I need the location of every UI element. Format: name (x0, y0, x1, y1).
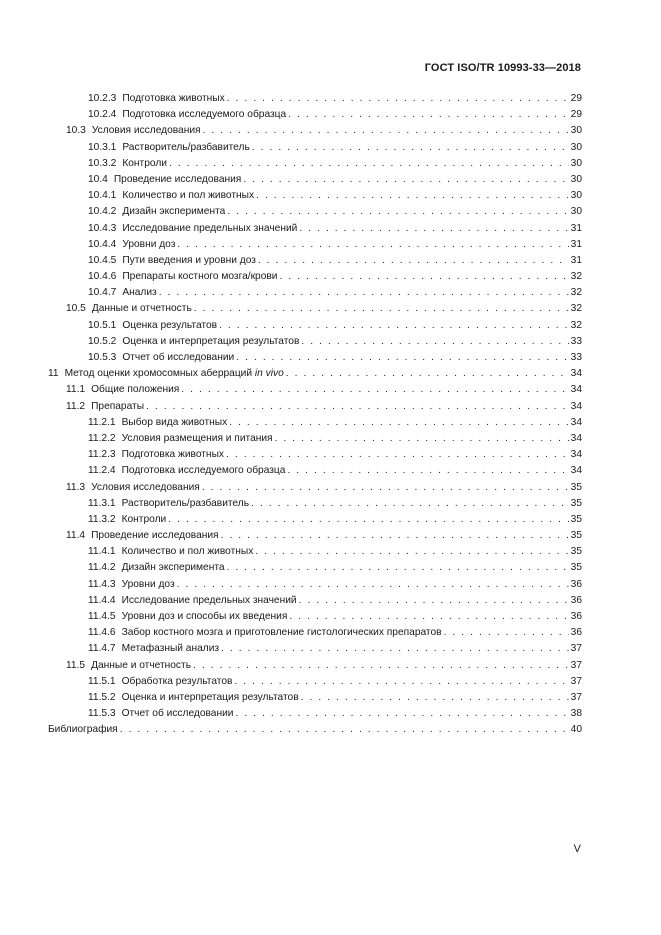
toc-entry-page: 29 (570, 109, 582, 121)
toc-entry-title: Условия размещения и питания (121, 432, 273, 444)
toc-entry-number: 11.4.5 (88, 611, 116, 622)
toc-leader-dots (444, 625, 569, 641)
toc-entry-title: Уровни доз (122, 238, 176, 250)
toc-leader-dots (169, 156, 569, 172)
toc-leader-dots (226, 447, 569, 463)
toc-entry[interactable] (48, 480, 582, 496)
toc-entry-number: 11.2.1 (88, 416, 116, 428)
toc-entry[interactable] (48, 285, 582, 301)
toc-entry[interactable] (48, 156, 582, 172)
toc-entry-number: 10.4.6 (88, 271, 117, 283)
toc-entry-number: 11.4.4 (88, 594, 116, 606)
toc-entry-page: 35 (570, 481, 582, 493)
toc-entry[interactable] (48, 334, 582, 350)
toc-entry-number: 11.3 (66, 481, 86, 493)
toc-entry-page: 33 (570, 335, 582, 347)
toc-entry-page: 32 (570, 271, 582, 283)
toc-leader-dots (287, 463, 568, 479)
toc-entry-number: 10.5.3 (88, 352, 117, 363)
toc-entry-number: 10.2.3 (88, 93, 117, 104)
toc-entry-page: 32 (570, 303, 582, 315)
toc-entry-page: 35 (570, 546, 582, 558)
toc-entry-title: Растворитель/разбавитель (122, 141, 250, 153)
toc-entry[interactable] (48, 107, 582, 123)
toc-entry-number: 10.5.1 (88, 319, 117, 331)
toc-entry-title: Условия исследования (91, 481, 200, 493)
toc-leader-dots (258, 253, 569, 269)
toc-entry[interactable] (48, 463, 582, 479)
toc-entry-title: Уровни доз и способы их введения (121, 611, 288, 622)
toc-entry-number: 11.4.6 (88, 627, 116, 639)
toc-entry[interactable] (48, 447, 582, 463)
toc-leader-dots (219, 318, 569, 334)
toc-leader-dots (275, 431, 569, 447)
toc-entry[interactable] (48, 237, 582, 253)
toc-entry[interactable] (48, 382, 582, 398)
toc-leader-dots (194, 301, 569, 317)
toc-entry-page: 31 (570, 238, 582, 250)
toc-entry-number: 10.4.4 (88, 238, 117, 250)
toc-entry-page: 33 (570, 352, 582, 363)
toc-entry[interactable] (48, 577, 582, 593)
toc-entry[interactable] (48, 350, 582, 366)
toc-entry-title: Подготовка исследуемого образца (122, 109, 287, 121)
toc-entry-title: Обработка результатов (121, 675, 233, 687)
toc-leader-dots (301, 690, 569, 706)
toc-entry-title: Выбор вида животных (121, 416, 228, 428)
toc-entry-page: 31 (570, 222, 582, 234)
toc-entry[interactable] (48, 593, 582, 609)
toc-entry-title: Оценка результатов (122, 319, 218, 331)
toc-leader-dots (227, 204, 568, 220)
toc-entry-title: Общие положения (91, 384, 180, 396)
toc-entry-title: Данные и отчетность (91, 303, 192, 315)
toc-entry-number: 11.4 (66, 530, 86, 542)
toc-entry[interactable] (48, 625, 582, 641)
toc-leader-dots (256, 188, 569, 204)
toc-leader-dots (289, 609, 568, 625)
toc-entry-title: Забор костного мозга и приготовление гистологических препаратов (121, 627, 442, 639)
toc-entry[interactable] (48, 431, 582, 447)
toc-entry-title: Подготовка животных (122, 93, 225, 104)
toc-entry-page: 35 (570, 562, 582, 574)
toc-entry[interactable] (48, 123, 582, 139)
toc-entry-page: 37 (570, 675, 582, 687)
toc-entry-page: 32 (570, 319, 582, 331)
toc-entry-title: Метод оценки хромосомных аберраций in vivo (64, 368, 284, 380)
toc-entry-page: 38 (570, 708, 582, 720)
toc-leader-dots (243, 172, 568, 188)
toc-entry[interactable] (48, 722, 582, 738)
toc-entry-number: 11.2.2 (88, 432, 116, 444)
toc-leader-dots (279, 269, 568, 285)
toc-entry[interactable] (48, 204, 582, 220)
toc-entry-page: 34 (570, 465, 582, 477)
toc-entry-page: 35 (570, 497, 582, 509)
toc-leader-dots (203, 123, 569, 139)
toc-leader-dots (181, 382, 568, 398)
toc-entry-title: Контроли (122, 157, 167, 169)
toc-entry[interactable] (48, 544, 582, 560)
toc-entry-page: 34 (570, 416, 582, 428)
toc-entry[interactable] (48, 560, 582, 576)
toc-entry[interactable] (48, 496, 582, 512)
toc-entry-number: 11.5.1 (88, 675, 116, 687)
toc-entry[interactable] (48, 399, 582, 415)
toc-entry-page: 34 (570, 449, 582, 461)
toc-entry-title: Растворитель/разбавитель (121, 497, 250, 509)
toc-entry-title: Подготовка исследуемого образца (121, 465, 286, 477)
toc-entry[interactable] (48, 674, 582, 690)
toc-entry-page: 30 (570, 157, 582, 169)
toc-entry-title: Подготовка животных (121, 449, 224, 461)
toc-entry-page: 36 (570, 594, 582, 606)
toc-entry-title: Отчет об исследовании (122, 352, 235, 363)
toc-leader-dots (168, 512, 568, 528)
toc-entry-number: 10.4.1 (88, 190, 117, 202)
toc-entry-number: 11.5.2 (88, 691, 116, 703)
toc-entry-number: 11.3.2 (88, 513, 116, 525)
toc-entry-title: Количество и пол животных (121, 546, 254, 558)
toc-entry-number: 10.5 (66, 303, 86, 315)
toc-entry-title: Препараты костного мозга/крови (122, 271, 278, 283)
toc-entry[interactable] (48, 188, 582, 204)
toc-entry-page: 30 (570, 141, 582, 153)
toc-leader-dots (299, 593, 569, 609)
table-of-contents (48, 91, 582, 739)
toc-entry[interactable] (48, 658, 582, 674)
toc-leader-dots (288, 107, 568, 123)
toc-entry[interactable] (48, 269, 582, 285)
toc-entry-number: 11 (48, 368, 59, 380)
toc-entry[interactable] (48, 172, 582, 188)
toc-entry-number: 10.5.2 (88, 335, 117, 347)
toc-entry-title: Условия исследования (91, 125, 201, 137)
toc-entry-title: Оценка и интерпретация результатов (122, 335, 300, 347)
toc-entry-page: 37 (570, 643, 582, 655)
toc-entry-page: 35 (570, 513, 582, 525)
toc-leader-dots (234, 674, 568, 690)
toc-entry-page: 34 (570, 368, 582, 380)
toc-entry[interactable] (48, 318, 582, 334)
toc-entry-number: 11.2.3 (88, 449, 116, 461)
toc-entry[interactable] (48, 690, 582, 706)
toc-entry-page: 36 (570, 611, 582, 622)
document-code-header: ГОСТ ISO/TR 10993-33—2018 (424, 62, 581, 74)
toc-leader-dots (286, 366, 569, 382)
toc-leader-dots (177, 577, 569, 593)
toc-entry-page: 34 (570, 432, 582, 444)
toc-leader-dots (236, 350, 568, 366)
toc-entry-number: 11.5 (66, 659, 86, 671)
toc-leader-dots (255, 544, 568, 560)
toc-entry-title: Исследование предельных значений (121, 594, 297, 606)
toc-leader-dots (301, 334, 568, 350)
toc-leader-dots (251, 496, 569, 512)
toc-leader-dots (146, 399, 569, 415)
toc-leader-dots (227, 91, 569, 107)
toc-entry-title: Метафазный анализ (121, 643, 220, 655)
toc-entry[interactable] (48, 641, 582, 657)
toc-entry-page: 36 (570, 578, 582, 590)
toc-entry-page: 34 (570, 384, 582, 396)
toc-entry[interactable] (48, 706, 582, 722)
toc-leader-dots (202, 480, 569, 496)
toc-entry-number: 11.2 (66, 400, 86, 412)
toc-entry[interactable] (48, 140, 582, 156)
toc-leader-dots (299, 221, 568, 237)
toc-entry-title: Контроли (121, 513, 167, 525)
toc-entry-title: Отчет об исследовании (121, 708, 234, 720)
toc-entry[interactable] (48, 512, 582, 528)
toc-entry-number: 10.4 (88, 173, 108, 185)
toc-entry-number: 10.3.1 (88, 141, 117, 153)
toc-entry[interactable] (48, 366, 582, 382)
toc-entry-number: 10.4.2 (88, 206, 117, 218)
toc-entry-number: 11.4.3 (88, 578, 116, 590)
toc-entry-number: 11.4.1 (88, 546, 116, 558)
toc-entry-page: 37 (570, 691, 582, 703)
toc-entry-title: Дизайн эксперимента (122, 206, 226, 218)
toc-entry[interactable] (48, 221, 582, 237)
toc-entry[interactable] (48, 528, 582, 544)
toc-entry-title: Дизайн эксперимента (121, 562, 225, 574)
toc-entry-page: 30 (570, 125, 582, 137)
toc-leader-dots (177, 237, 568, 253)
toc-entry-title: Библиография (48, 724, 118, 736)
toc-entry-number: 10.4.5 (88, 254, 117, 266)
toc-entry[interactable] (48, 609, 582, 625)
toc-entry-page: 36 (570, 627, 582, 639)
toc-entry-number: 10.4.7 (88, 287, 117, 299)
toc-entry-title-italic: in vivo (254, 368, 284, 380)
toc-entry-page: 30 (570, 190, 582, 202)
toc-entry-page: 32 (570, 287, 582, 299)
toc-leader-dots (252, 140, 569, 156)
toc-entry-title: Пути введения и уровни доз (122, 254, 256, 266)
toc-entry-number: 10.4.3 (88, 222, 117, 234)
toc-entry-number: 10.3.2 (88, 157, 117, 169)
toc-entry-number: 11.4.2 (88, 562, 116, 574)
toc-leader-dots (120, 722, 569, 738)
toc-entry-title: Анализ (122, 287, 157, 299)
toc-entry-page: 37 (570, 659, 582, 671)
toc-entry-number: 10.3 (66, 125, 86, 137)
toc-entry-number: 11.5.3 (88, 708, 116, 720)
toc-entry-number: 11.2.4 (88, 465, 116, 477)
toc-leader-dots (159, 285, 569, 301)
toc-entry-page: 35 (570, 530, 582, 542)
toc-entry[interactable] (48, 91, 582, 107)
toc-entry-title: Проведение исследования (113, 173, 242, 185)
toc-entry-title: Исследование предельных значений (122, 222, 298, 234)
page-number: V (573, 843, 581, 855)
toc-leader-dots (235, 706, 568, 722)
toc-leader-dots (229, 415, 568, 431)
toc-entry-number: 11.3.1 (88, 497, 116, 509)
toc-leader-dots (193, 658, 569, 674)
toc-entry[interactable] (48, 415, 582, 431)
toc-leader-dots (221, 528, 569, 544)
toc-entry-title: Оценка и интерпретация результатов (121, 691, 299, 703)
toc-entry-page: 34 (570, 400, 582, 412)
toc-entry-page: 30 (570, 206, 582, 218)
toc-entry-number: 10.2.4 (88, 109, 117, 121)
toc-entry-page: 40 (570, 724, 582, 736)
toc-entry-page: 30 (570, 173, 582, 185)
toc-leader-dots (227, 560, 569, 576)
toc-entry-number: 11.4.7 (88, 643, 116, 655)
toc-leader-dots (221, 641, 569, 657)
toc-entry[interactable] (48, 301, 582, 317)
toc-entry-number: 11.1 (66, 384, 86, 396)
toc-entry-title: Уровни доз (121, 578, 175, 590)
toc-entry-title: Количество и пол животных (122, 190, 255, 202)
toc-entry-page: 29 (570, 93, 582, 104)
toc-entry[interactable] (48, 253, 582, 269)
toc-entry-page: 31 (570, 254, 582, 266)
toc-entry-title: Проведение исследования (91, 530, 219, 542)
toc-entry-title: Препараты (91, 400, 145, 412)
toc-entry-title: Данные и отчетность (91, 659, 192, 671)
